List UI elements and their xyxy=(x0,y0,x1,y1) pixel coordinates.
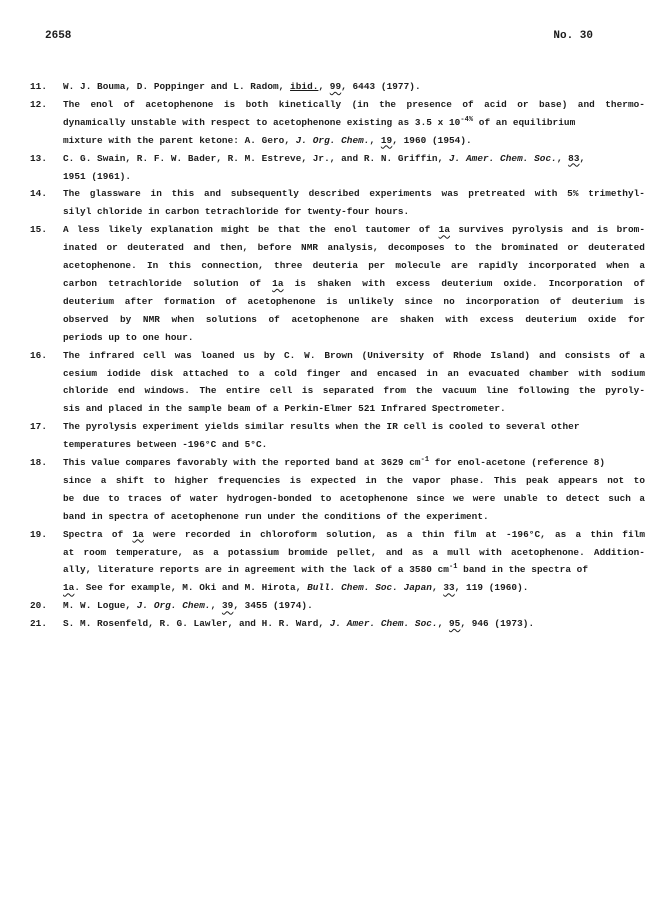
journal-issue: No. 30 xyxy=(553,30,593,42)
reference-11 xyxy=(30,78,645,96)
journal-name: J. Amer. Chem. Soc. xyxy=(329,618,438,630)
compound-label: 1a xyxy=(63,582,75,594)
reference-text: Spectra of 1a were recorded in chloroform solution, as a thin film at -196°C, as a thin film at room temperature, as a potassium bromide pellet, and as a mull with acetophenone. Addition- ally, literature reports are in agreement with the lack of a 3580 $cm^{-1}$ band in the spectra of 1a. See for example, M. Oki and M. Hirota, Bull. Chem. Soc. Japan, 33, 119 (1960). xyxy=(63,528,646,594)
reference-number: 14. xyxy=(30,188,48,200)
page-header xyxy=(45,30,593,46)
reference-text: The enol of acetophenone is both kinetically (in the presence of acid or base) and thermo- dynamically unstable with respect to acetophenone existing as 3.5 x $10^{-4\%}$ of an equilibrium mixture with the parent ketone: A. Gero, J. Org. Chem., 19, 1960 (1954). xyxy=(63,98,645,146)
reference-number: 20. xyxy=(30,600,48,612)
reference-17 xyxy=(30,418,645,454)
reference-13 xyxy=(30,150,645,186)
reference-14 xyxy=(30,185,645,221)
reference-text: M. W. Logue, J. Org. Chem., 39, 3455 (1974). xyxy=(63,600,313,612)
reference-19 xyxy=(30,526,645,598)
volume: 19 xyxy=(380,134,393,146)
compound-label: 1a xyxy=(272,277,284,289)
volume: 95 xyxy=(448,618,461,630)
compound-label: 1a xyxy=(132,528,144,540)
reference-number: 12. xyxy=(30,98,48,110)
reference-number: 17. xyxy=(30,421,48,433)
reference-text: The glassware in this and subsequently described experiments was pretreated with 5% trimethyl- silyl chloride in carbon tetrachloride for twenty-four hours. xyxy=(63,188,645,218)
volume: 83 xyxy=(568,152,580,164)
reference-text: S. M. Rosenfeld, R. G. Lawler, and H. R. Ward, J. Amer. Chem. Soc., 95, 946 (1973). xyxy=(63,618,535,630)
reference-number: 16. xyxy=(30,349,48,361)
reference-number: 11. xyxy=(30,81,48,92)
journal-name: J. Org. Chem. xyxy=(136,600,211,612)
reference-text: The pyrolysis experiment yields similar results when the IR cell is cooled to several other temperatures between -196°C and 5°C. xyxy=(63,421,580,451)
reference-number: 18. xyxy=(30,457,48,469)
reference-21 xyxy=(30,615,645,633)
exponent: -4% xyxy=(460,115,474,124)
reference-text: W. J. Bouma, D. Poppinger and L. Radom, ibid., 99, 6443 (1977). xyxy=(63,81,421,92)
reference-12 xyxy=(30,96,645,150)
journal-name: J. Amer. Chem. Soc. xyxy=(448,152,557,164)
reference-text: The infrared cell was loaned us by C. W. Brown (University of Rhode Island) and consists of a cesium iodide disk attached to a cold finger and encased in an evacuated chamber with sodium chloride end windows. The entire cell is separated from the vacuum line following the pyroly- sis and placed in the sample beam of a Perkin-Elmer 521 Infrared Spectrometer. xyxy=(63,349,645,415)
ibid-abbrev: ibid. xyxy=(290,81,319,92)
journal-name: Bull. Chem. Soc. Japan xyxy=(307,582,432,594)
reference-15 xyxy=(30,221,645,346)
reference-20 xyxy=(30,597,645,615)
volume: 99 xyxy=(329,81,342,92)
reference-18 xyxy=(30,454,645,526)
exponent: -1 xyxy=(420,455,430,464)
reference-text: This value compares favorably with the reported band at 3629 $cm^{-1}$ for enol-acetone (reference 8) since a shift to higher frequencies is expected in the vapor phase. This peak appears not to be due to traces of water hydrogen-bonded to acetophenone since we were unable to detect such a band in spectra of acetophenone run under the conditions of the experiment. xyxy=(63,455,645,522)
reference-number: 19. xyxy=(30,528,48,540)
page-number: 2658 xyxy=(45,30,72,42)
reference-number: 13. xyxy=(30,152,48,164)
volume: 39 xyxy=(221,600,234,612)
volume: 33 xyxy=(443,582,455,594)
references-list xyxy=(30,78,645,633)
reference-number: 15. xyxy=(30,224,48,236)
reference-text: C. G. Swain, R. F. W. Bader, R. M. Estreve, Jr., and R. N. Griffin, J. Amer. Chem. Soc., 83, 1951 (1961). xyxy=(63,152,586,182)
reference-text: A less likely explanation might be that the enol tautomer of 1a survives pyrolysis and is brom- inated or deuterated and then, before NMR analysis, decomposes to the brominated or deuterated acetophenone. In this connection, three deuteria per molecule are rapidly incorporated when a carbon tetrachloride solution of 1a is shaken with excess deuterium oxide. Incorporation of deuterium after formation of acetophenone is unlikely since no incorporation of deuterium is observed by NMR when solutions of acetophenone are shaken with excess deuterium oxide for periods up to one hour. xyxy=(63,224,645,343)
exponent: -1 xyxy=(448,563,458,572)
compound-label: 1a xyxy=(438,224,450,236)
reference-number: 21. xyxy=(30,618,48,630)
reference-16 xyxy=(30,347,645,419)
journal-name: J. Org. Chem. xyxy=(295,134,370,146)
